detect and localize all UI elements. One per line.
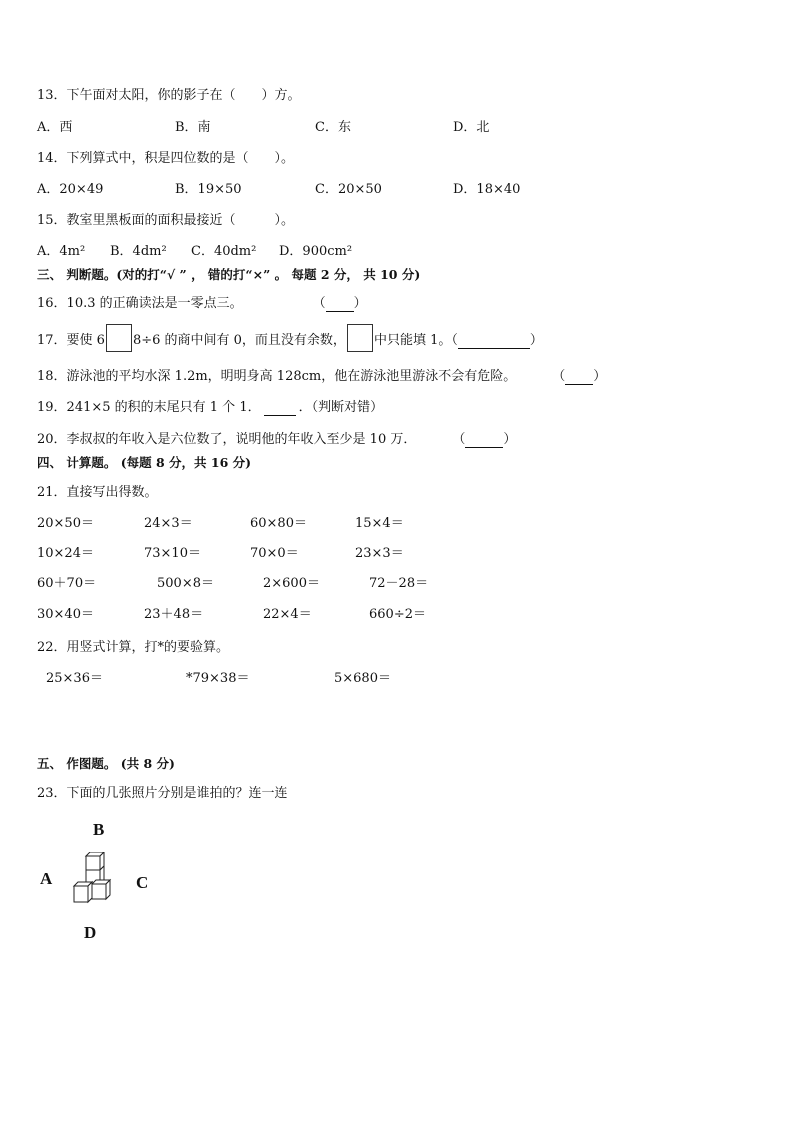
q21-item: 23＋48＝ [144,607,204,622]
q13-option-b: B．南 [175,120,211,135]
q22-item: 25×36＝ [46,671,103,686]
q13-option-c: C．东 [315,120,351,135]
label-b: B [93,820,105,839]
q21-item: 73×10＝ [144,546,201,561]
q13-option-d: D．北 [453,120,490,135]
q17-digit-box-1[interactable] [106,324,132,352]
q21-item: 500×8＝ [157,576,214,591]
q17-paren-close: ） [529,333,543,348]
q20-text: 20．李叔叔的年收入是六位数了，说明他的年收入至少是 10 万． [37,432,417,447]
q15-option-c: C．40dm² [191,244,257,259]
section-3-heading: 三、 判断题。(对的打“√ ” ， 错的打“×” 。 每题 2 分， 共 10 分) [37,267,421,282]
question-13-stem: 13．下午面对太阳，你的影子在（ ）方。 [37,88,301,103]
q18-paren-close: ） [593,369,607,384]
q16-paren-close: ） [353,296,367,311]
question-23-stem: 23．下面的几张照片分别是谁拍的？连一连 [37,786,288,801]
q17-text-3: 中只能填 1。（ [373,333,458,348]
q21-item: 60×80＝ [250,516,307,531]
q21-item: 23×3＝ [355,546,404,561]
q21-item: 70×0＝ [250,546,299,561]
q16-paren-open: （ [312,296,326,311]
q19-text: 19．241×5 的积的末尾只有 1 个 1． [37,400,261,415]
q17-text-1: 17．要使 6 [37,333,105,348]
q21-item: 15×4＝ [355,516,404,531]
q21-item: 660÷2＝ [369,607,426,622]
question-16 [37,292,367,312]
q17-digit-box-2[interactable] [347,324,373,352]
question-21-stem: 21．直接写出得数。 [37,485,158,500]
q15-option-b: B．4dm² [110,244,167,259]
question-20 [37,428,516,448]
q21-item: 22×4＝ [263,607,312,622]
question-17 [37,329,543,352]
section-5-heading: 五、 作图题。 (共 8 分) [37,756,175,771]
question-19 [37,396,383,416]
question-22-stem: 22．用竖式计算，打*的要验算。 [37,640,230,655]
q22-item: *79×38＝ [186,671,250,686]
q14-option-d: D．18×40 [453,182,521,197]
q20-paren-close: ） [503,432,517,447]
q19-answer-blank[interactable] [264,400,296,416]
question-18 [37,365,606,385]
q16-answer-blank[interactable] [326,296,354,312]
q16-text: 16．10.3 的正确读法是一零点三。 [37,296,243,311]
q14-option-b: B．19×50 [175,182,242,197]
q21-item: 60＋70＝ [37,576,97,591]
q20-paren-open: （ [452,432,466,447]
q18-answer-blank[interactable] [565,369,593,385]
q14-option-a: A．20×49 [37,182,104,197]
label-a: A [40,869,53,888]
q21-item: 72－28＝ [369,576,429,591]
q22-item: 5×680＝ [334,671,391,686]
label-c: C [136,873,149,892]
label-d: D [84,923,97,942]
q21-item: 24×3＝ [144,516,193,531]
q21-item: 10×24＝ [37,546,94,561]
q15-option-a: A．4m² [37,244,86,259]
q15-option-d: D．900cm² [279,244,353,259]
section-4-heading: 四、 计算题。 (每题 8 分，共 16 分) [37,455,252,470]
q19-text-end: ．（判断对错） [298,400,384,415]
question-15-stem: 15．教室里黑板面的面积最接近（ ）。 [37,213,295,228]
q17-answer-blank[interactable] [458,333,530,349]
q17-text-2: 8÷6 的商中间有 0，而且没有余数， [132,333,346,348]
q14-option-c: C．20×50 [315,182,382,197]
q21-item: 20×50＝ [37,516,94,531]
cube-stack-figure [70,852,122,908]
q18-text: 18．游泳池的平均水深 1.2m，明明身高 128cm，他在游泳池里游泳不会有危险。 [37,369,517,384]
q21-item: 30×40＝ [37,607,94,622]
q21-item: 2×600＝ [263,576,320,591]
q20-answer-blank[interactable] [465,432,503,448]
q18-paren-open: （ [552,369,566,384]
q13-option-a: A．西 [37,120,73,135]
question-14-stem: 14．下列算式中，积是四位数的是（ ）。 [37,151,295,166]
